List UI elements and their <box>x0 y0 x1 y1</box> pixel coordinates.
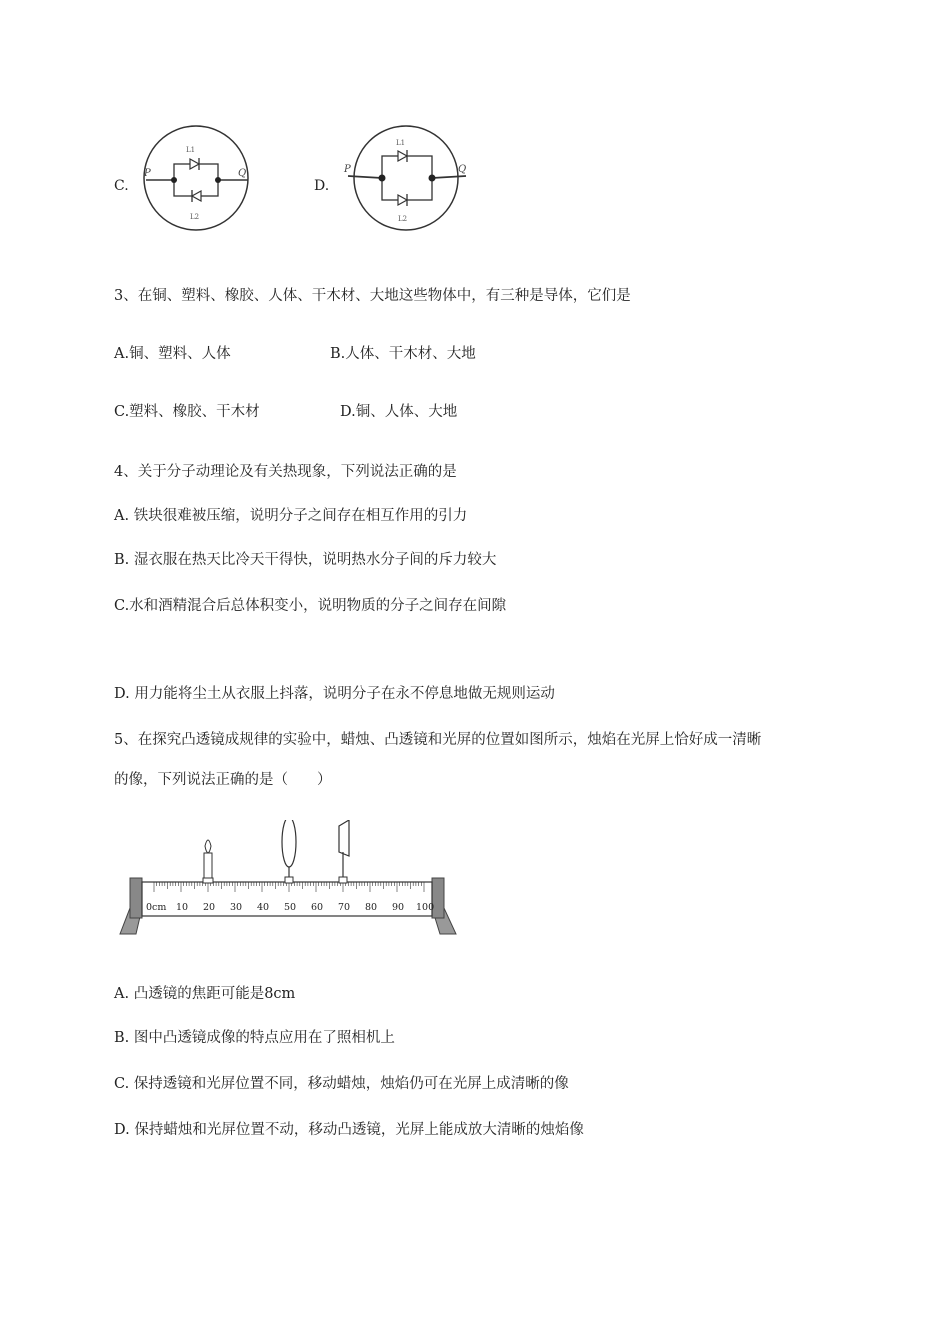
scale-tick-label: 30 <box>230 902 243 913</box>
scale-tick-label: 10 <box>176 902 189 913</box>
scale-tick-label: 80 <box>365 902 378 913</box>
question-5-stem-line-2: 的像，下列说法正确的是（ ） <box>114 772 332 788</box>
question-4-option-b: B. 湿衣服在热天比冷天干得快，说明热水分子间的斥力较大 <box>114 552 497 568</box>
scale-unit-label: 0cm <box>146 902 167 913</box>
led-1-label: L1 <box>186 146 196 154</box>
convex-lens-icon <box>282 820 296 883</box>
scale-tick-label: 40 <box>257 902 270 913</box>
led-1-icon <box>398 151 407 161</box>
led-2-icon <box>192 191 201 201</box>
option-d-label: D. <box>314 178 330 194</box>
led-2-label: L2 <box>190 213 200 221</box>
led-2-label: L2 <box>398 215 408 223</box>
terminal-q-label: Q <box>238 168 247 179</box>
terminal-q-label: Q <box>458 164 467 175</box>
junction-dot <box>429 175 436 182</box>
led-1-label: L1 <box>396 139 406 147</box>
scale-tick-label: 60 <box>311 902 324 913</box>
led-2-icon <box>398 195 407 205</box>
optical-bench-figure <box>112 820 462 940</box>
bench-left-end <box>130 878 142 918</box>
question-3-stem: 3、在铜、塑料、橡胶、人体、干木材、大地这些物体中，有三种是导体，它们是 <box>114 288 631 304</box>
light-screen-icon <box>339 820 349 883</box>
question-5-stem-line-1: 5、在探究凸透镜成规律的实验中，蜡烛、凸透镜和光屏的位置如图所示，烛焰在光屏上恰好成一清晰 <box>114 732 762 748</box>
scale-tick-label: 90 <box>392 902 405 913</box>
junction-dot <box>171 177 177 183</box>
junction-dot <box>379 175 386 182</box>
question-4-option-c: C.水和酒精混合后总体积变小，说明物质的分子之间存在间隙 <box>114 598 507 614</box>
question-4-option-a: A. 铁块很难被压缩，说明分子之间存在相互作用的引力 <box>114 508 468 524</box>
question-5-option-b: B. 图中凸透镜成像的特点应用在了照相机上 <box>114 1030 395 1046</box>
terminal-p-label: P <box>144 168 151 179</box>
question-3-option-b: B.人体、干木材、大地 <box>330 346 476 362</box>
option-c-label: C. <box>114 178 129 194</box>
junction-dot <box>215 177 221 183</box>
question-4-option-d: D. 用力能将尘土从衣服上抖落，说明分子在永不停息地做无规则运动 <box>114 686 555 702</box>
question-3-option-c: C.塑料、橡胶、干木材 <box>114 404 260 420</box>
question-5-option-a: A. 凸透镜的焦距可能是8cm <box>114 986 296 1002</box>
question-3-option-a: A.铜、塑料、人体 <box>114 346 231 362</box>
scale-tick-label: 70 <box>338 902 351 913</box>
question-5-option-c: C. 保持透镜和光屏位置不同，移动蜡烛，烛焰仍可在光屏上成清晰的像 <box>114 1076 569 1092</box>
scale-tick-label: 20 <box>203 902 216 913</box>
question-4-stem: 4、关于分子动理论及有关热现象，下列说法正确的是 <box>114 464 457 480</box>
question-5-option-d: D. 保持蜡烛和光屏位置不动，移动凸透镜，光屏上能成放大清晰的烛焰像 <box>114 1122 584 1138</box>
terminal-p-label: P <box>344 164 351 175</box>
scale-tick-label: 50 <box>284 902 297 913</box>
circuit-diagram-d <box>342 124 472 236</box>
circuit-diagram-c <box>140 122 250 234</box>
scale-tick-label: 100 <box>416 902 435 913</box>
question-3-option-d: D.铜、人体、大地 <box>340 404 458 420</box>
led-1-icon <box>190 159 199 169</box>
candle-icon <box>203 840 213 883</box>
